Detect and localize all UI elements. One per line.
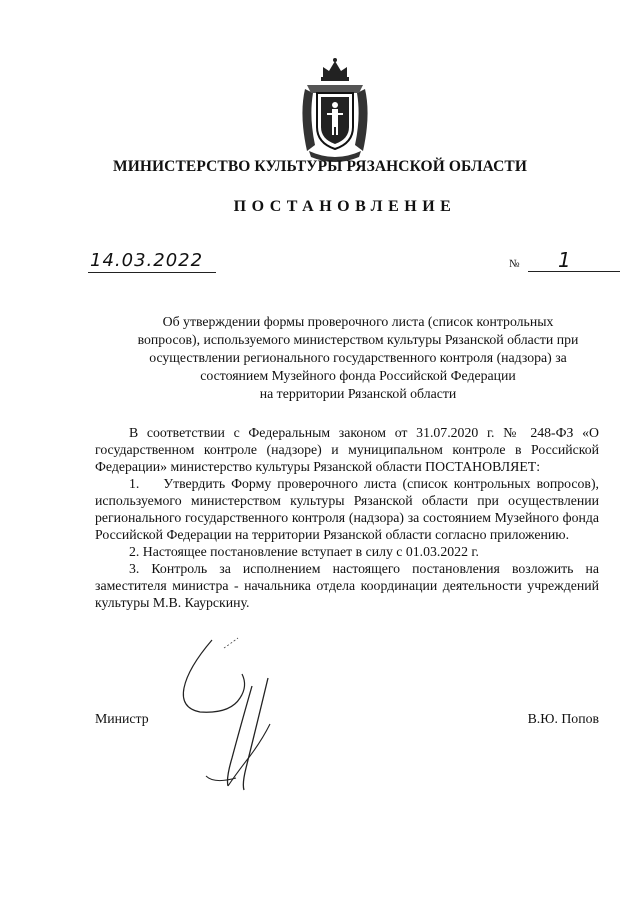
subject-line: осуществлении регионального государственного контроля (надзора) за [149, 350, 567, 365]
subject-line: состоянием Музейного фонда Российской Федерации [200, 368, 516, 383]
subject-line: на территории Рязанской области [259, 386, 457, 401]
document-type: ПОСТАНОВЛЕНИЕ [233, 198, 457, 215]
number-label: № [509, 258, 520, 270]
signer-name: В.Ю. Попов [527, 711, 599, 726]
document-number: 1 [528, 249, 620, 272]
subject-line: вопросов), используемого министерством культуры Рязанской области при [137, 332, 579, 347]
signature-icon [170, 628, 310, 798]
item-1-paragraph: 1. Утвердить Форму проверочного листа (список контрольных вопросов), используемого министерством культуры Рязанской области при осуществлении регионального государственного контроля (надзора) за состоянием Музейного фонда Российской Федерации на территории Рязанской области согласно приложению. [95, 476, 603, 542]
subject-line: Об утверждении формы проверочного листа (список контрольных [162, 314, 554, 329]
coat-of-arms-icon [293, 55, 377, 165]
ministry-name: МИНИСТЕРСТВО КУЛЬТУРЫ РЯЗАНСКОЙ ОБЛАСТИ [112, 158, 528, 175]
document-date: 14.03.2022 [88, 250, 216, 273]
item-2-paragraph: 2. Настоящее постановление вступает в силу с 01.03.2022 г. [129, 544, 479, 559]
document-body [95, 424, 603, 611]
item-3-paragraph: 3. Контроль за исполнением настоящего постановления возложить на заместителя министра - начальника отдела координации деятельности учреждений культуры М.В. Каурскину. [95, 561, 599, 610]
preamble-paragraph: В соответствии с Федеральным законом от 31.07.2020 г. № 248-ФЗ «О государственном контроле (надзоре) и муниципальном контроле в Российской Федерации» министерство культуры Рязанской области ПОСТАНОВЛЯЕТ: [95, 425, 599, 474]
signer-title: Министр [95, 711, 149, 726]
document-subject [118, 313, 598, 403]
